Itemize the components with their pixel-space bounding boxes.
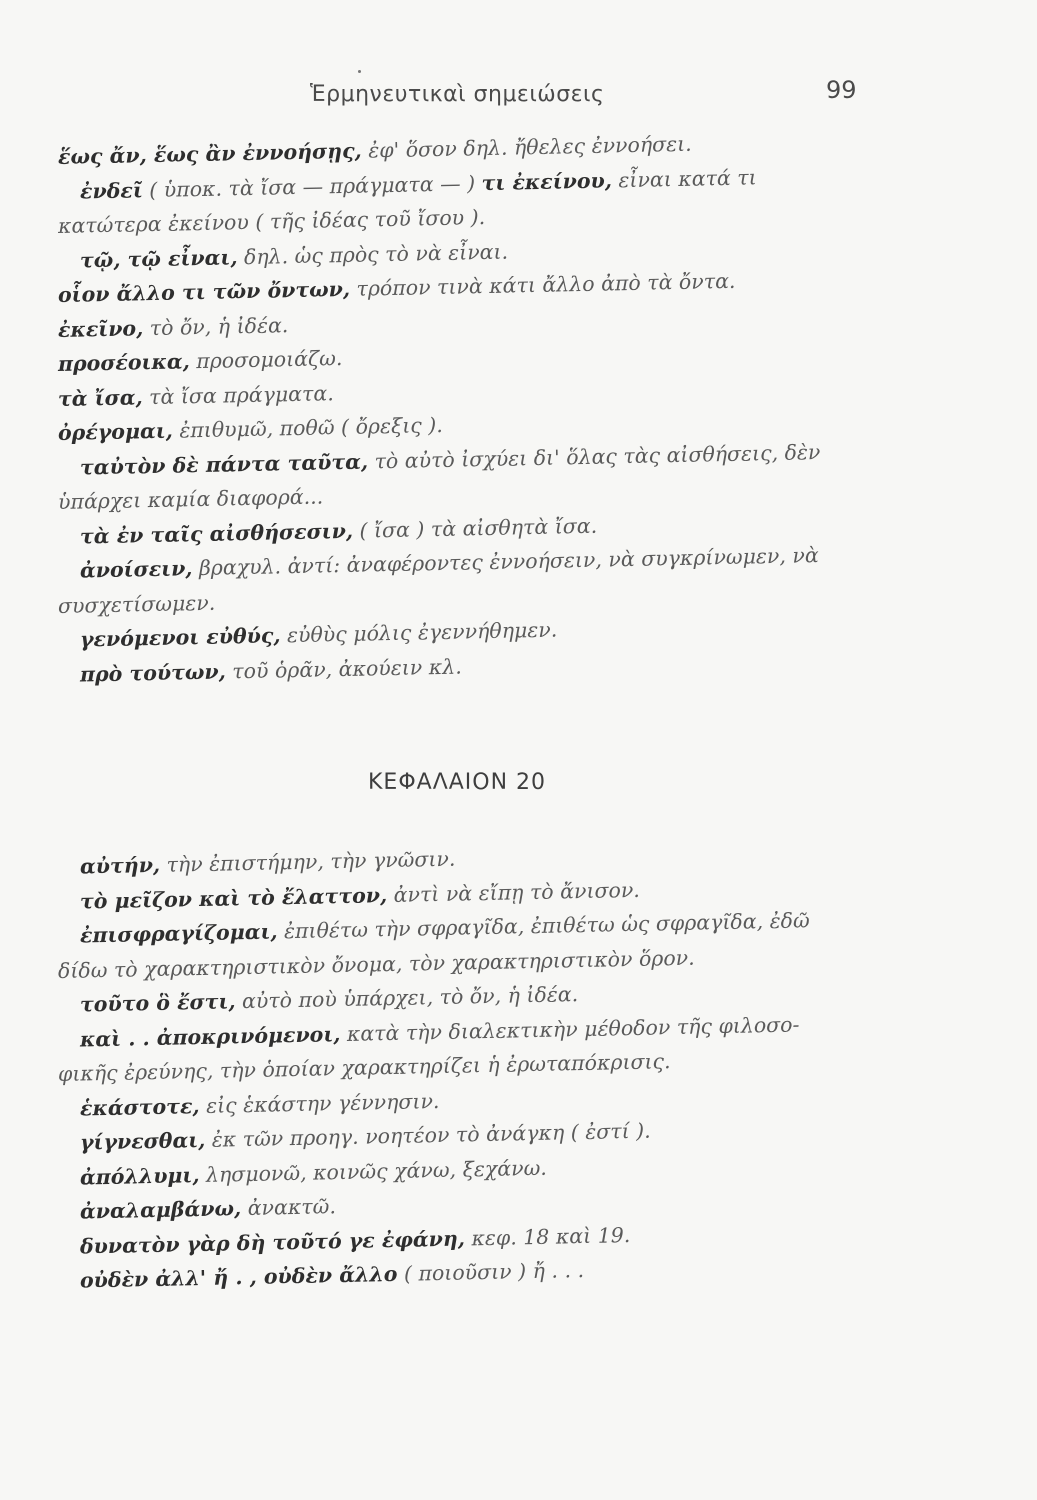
glossary-entry: τοῦτο ὃ ἔστι, αὐτὸ ποὺ ὑπάρχει, τὸ ὄν, ἡ ἰδέα. [79, 982, 579, 1017]
glossary-entry: δυνατὸν γὰρ δὴ τοῦτό γε ἐφάνη, κεφ. 18 καὶ 19. [79, 1222, 631, 1259]
glossary-entry: τὰ ἴσα, τὰ ἴσα πράγματα. [57, 380, 334, 411]
page-number: 99 [826, 76, 857, 104]
glossary-entry: ἕως ἄν, ἕως ἂν ἐννοήσῃς, ἐφ' ὅσον δηλ. ἤθελες ἐννοήσει. [57, 131, 692, 169]
glossary-section-1 [57, 131, 918, 692]
glossary-entry: ἑκάστοτε, εἰς ἑκάστην γέννησιν. [79, 1088, 440, 1121]
glossary-entry: αὐτήν, τὴν ἐπιστήμην, τὴν γνῶσιν. [79, 846, 456, 879]
running-title: Ἑρμηνευτικαὶ σημειώσεις [310, 82, 605, 107]
printing-speck [358, 70, 361, 73]
glossary-entry: ἀπόλλυμι, λησμονῶ, κοινῶς χάνω, ξεχάνω. [79, 1155, 548, 1190]
chapter-title: ΚΕΦΑΛΑΙΟΝ 20 [368, 770, 547, 795]
glossary-entry-continuation: ὑπάρχει καμία διαφορά... [57, 484, 324, 514]
glossary-entry: πρὸ τούτων, τοῦ ὁρᾶν, ἀκούειν κλ. [79, 654, 462, 687]
glossary-entry: προσέοικα, προσομοιάζω. [57, 346, 343, 376]
glossary-entry: ἐπισφραγίζομαι, ἐπιθέτω τὴν σφραγῖδα, ἐπιθέτω ὡς σφραγῖδα, ἐδῶ [79, 908, 810, 948]
glossary-entry: τῷ, τῷ εἶναι, δηλ. ὡς πρὸς τὸ νὰ εἶναι. [79, 239, 509, 273]
glossary-section-2 [57, 846, 918, 1299]
glossary-entry: ταὐτὸν δὲ πάντα ταῦτα, τὸ αὐτὸ ἰσχύει δι' ὅλας τὰς αἰσθήσεις, δὲν [79, 439, 821, 480]
glossary-entry: οἷον ἄλλο τι τῶν ὄντων, τρόπον τινὰ κάτι ἄλλο ἀπὸ τὰ ὄντα. [57, 268, 736, 307]
glossary-entry: τὰ ἐν ταῖς αἰσθήσεσιν, ( ἴσα ) τὰ αἰσθητὰ ἴσα. [79, 513, 598, 549]
glossary-entry: γενόμενοι εὐθύς, εὐθὺς μόλις ἐγεννήθημεν. [79, 617, 558, 652]
glossary-entry-continuation: φικῆς ἐρεύνης, τὴν ὁποίαν χαρακτηρίζει ἡ ἐρωταπόκρισις. [57, 1049, 671, 1086]
glossary-entry: γίγνεσθαι, ἐκ τῶν προηγ. νοητέον τὸ ἀνάγκη ( ἐστί ). [79, 1118, 651, 1155]
glossary-entry: ὀρέγομαι, ἐπιθυμῶ, ποθῶ ( ὄρεξις ). [57, 412, 444, 445]
glossary-entry-continuation: συσχετίσωμεν. [57, 590, 216, 618]
glossary-entry: τὸ μεῖζον καὶ τὸ ἔλαττον, ἀντὶ νὰ εἴπῃ τὸ ἄνισον. [79, 877, 641, 914]
glossary-entry-continuation: δίδω τὸ χαρακτηριστικὸν ὄνομα, τὸν χαρακτηριστικὸν ὅρον. [57, 945, 695, 983]
glossary-entry: οὐδὲν ἀλλ' ἤ . , οὐδὲν ἄλλο ( ποιοῦσιν ) ἤ . . . [79, 1257, 585, 1293]
glossary-entry: ἐνδεῖ ( ὑποκ. τὰ ἴσα — πράγματα — ) τι ἐκείνου, εἶναι κατά τι [79, 164, 757, 204]
glossary-entry: ἀνοίσειν, βραχυλ. ἀντί: ἀναφέροντες ἐννοήσειν, νὰ συγκρίνωμεν, νὰ [79, 543, 819, 583]
page-header [0, 76, 1037, 122]
glossary-entry-continuation: κατώτερα ἐκείνου ( τῆς ἰδέας τοῦ ἴσου ). [57, 205, 486, 238]
glossary-entry: ἀναλαμβάνω, ἀνακτῶ. [79, 1194, 337, 1224]
glossary-entry: ἐκεῖνο, τὸ ὄν, ἡ ἰδέα. [57, 312, 289, 342]
glossary-entry: καὶ . . ἀποκρινόμενοι, κατὰ τὴν διαλεκτικὴν μέθοδον τῆς φιλοσο- [79, 1011, 800, 1052]
